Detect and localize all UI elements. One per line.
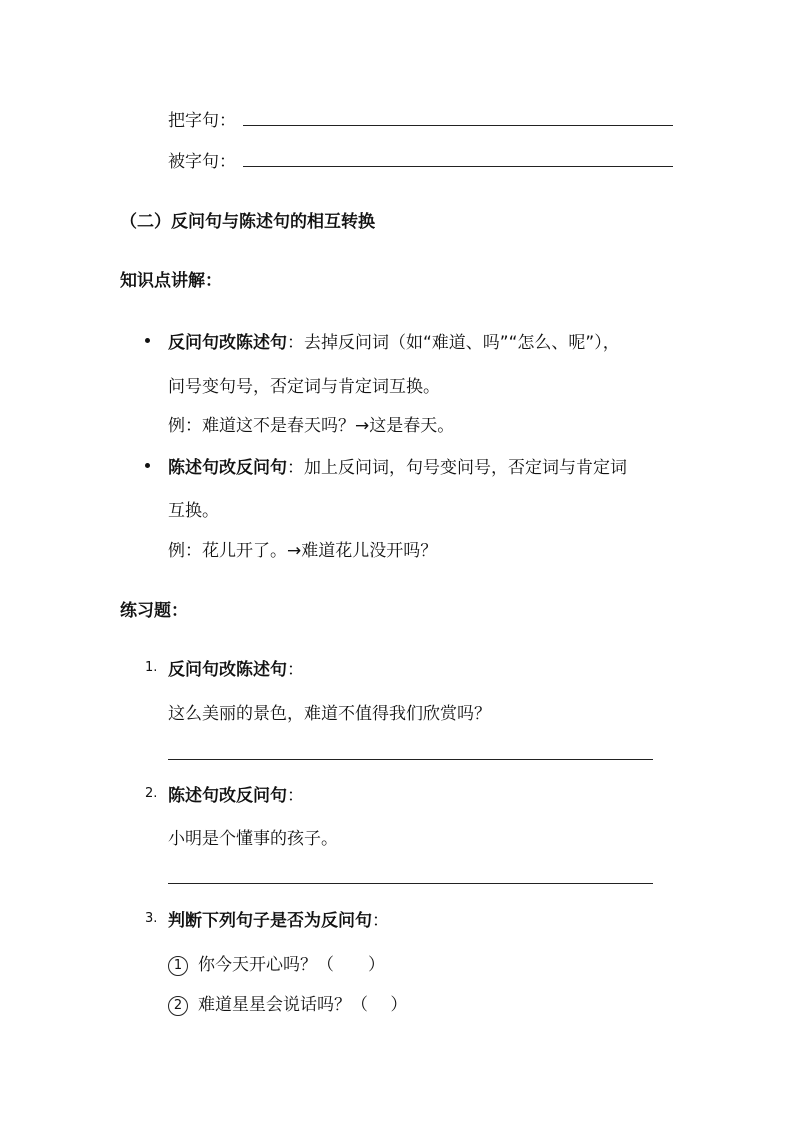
exercise-3-subitem-1: 1 你今天开心吗？（ ） (168, 950, 385, 976)
exercise-2-prompt: 小明是个懂事的孩子。 (168, 829, 338, 849)
bullet-2-example: 例：花儿开了。→难道花儿没开吗？ (168, 541, 438, 561)
bullet-2-line2: 互换。 (168, 501, 219, 521)
circled-number-1-icon: 1 (168, 956, 188, 976)
bullet-2-line1 (168, 453, 627, 478)
exercise-1-prompt: 这么美丽的景色，难道不值得我们欣赏吗？ (168, 704, 491, 724)
exercise-1-number: 1. (145, 660, 158, 675)
exercise-2-number: 2. (145, 786, 158, 801)
exercise-2-title: 陈述句改反问句： (168, 786, 304, 806)
bei-sentence-answer-line[interactable] (243, 166, 673, 167)
section-heading: （二）反问句与陈述句的相互转换 (120, 212, 375, 232)
knowledge-heading: 知识点讲解： (120, 271, 222, 291)
bullet-1-line1 (168, 328, 620, 353)
ba-sentence-answer-line[interactable] (243, 125, 673, 126)
exercise-3-subitem-2: 2 难道星星会说话吗？（ ） (168, 990, 407, 1016)
bullet-2-text: ：加上反问词，句号变问号，否定词与肯定词 (287, 458, 627, 478)
bullet-2-term: 陈述句改反问句 (168, 458, 287, 478)
bullet-dot-1 (145, 338, 150, 343)
bullet-1-example: 例：难道这不是春天吗？→这是春天。 (168, 416, 455, 436)
bullet-1-text: ：去掉反问词（如“难道、吗”“怎么、呢”）， (287, 333, 620, 353)
exercise-1-answer-line[interactable] (168, 759, 653, 760)
exercises-heading: 练习题： (120, 601, 188, 621)
circled-number-2-icon: 2 (168, 996, 188, 1016)
bullet-1-line2: 问号变句号，否定词与肯定词互换。 (168, 377, 440, 397)
exercise-3-number: 3. (145, 911, 158, 926)
exercise-3-title: 判断下列句子是否为反问句： (168, 911, 389, 931)
ba-sentence-label: 把字句： (168, 111, 236, 131)
exercise-2-answer-line[interactable] (168, 883, 653, 884)
bullet-1-term: 反问句改陈述句 (168, 333, 287, 353)
bullet-dot-2 (145, 463, 150, 468)
bei-sentence-label: 被字句： (168, 152, 236, 172)
exercise-1-title: 反问句改陈述句： (168, 660, 304, 680)
